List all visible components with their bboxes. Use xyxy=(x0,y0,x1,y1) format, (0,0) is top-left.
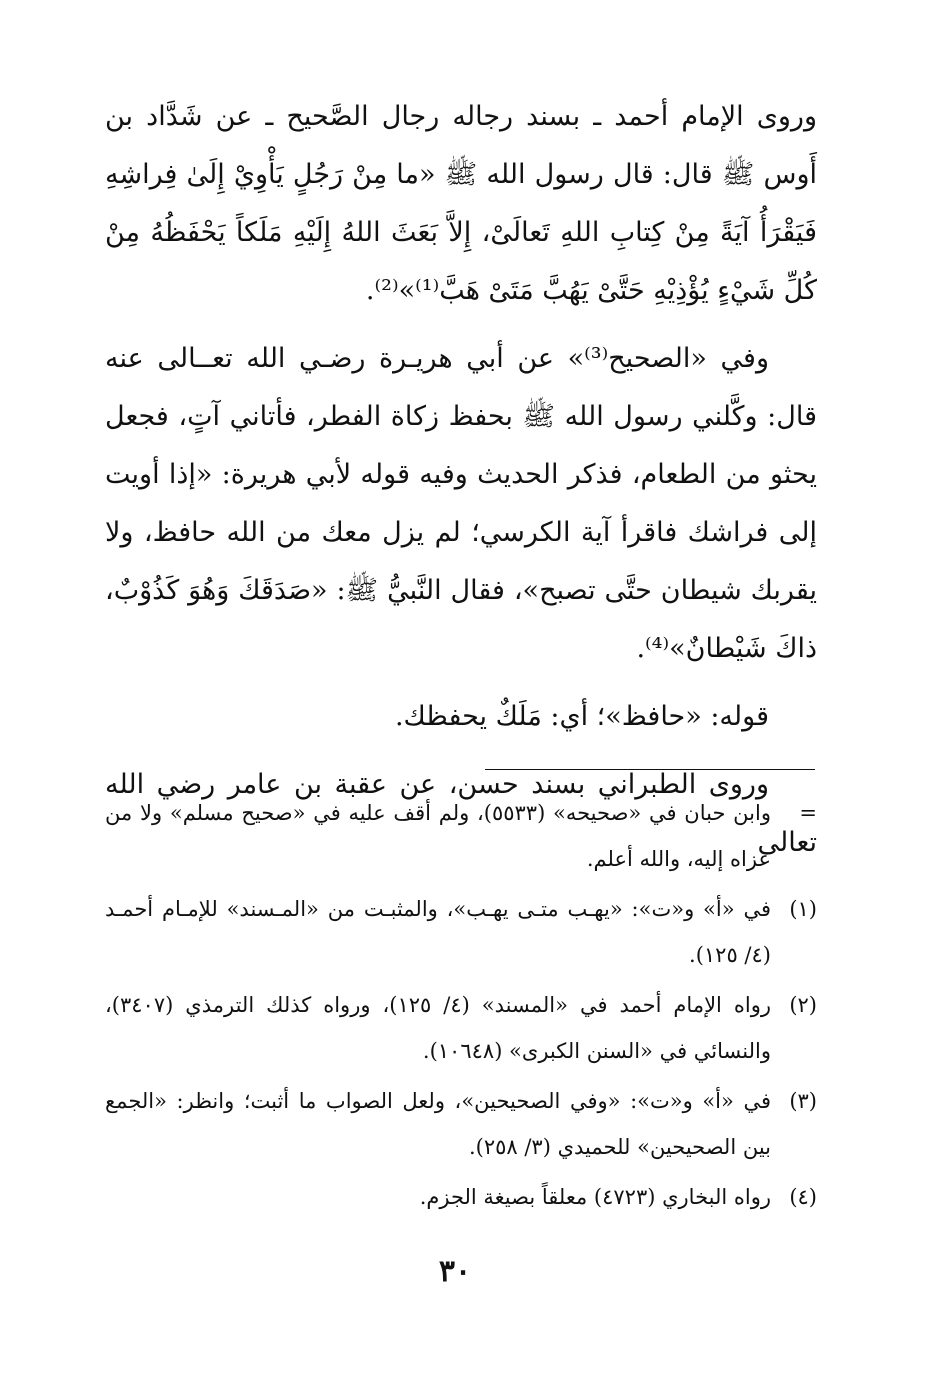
paragraph-tabarani: وروى الطبراني بسند حسن، عن عقبة بن عامر رضي الله تعالى xyxy=(105,769,817,858)
paragraph-hadith-shaddad: وروى الإمام أحمد ـ بسند رجاله رجال الصَّحيح ـ عن شَدَّاد بن أَوس ﷺ قال: قال رسول الله ﷺ «ما مِنْ رَجُلٍ يَأْوِيْ إِلَىٰ فِراشِهِ فَيَقْرَأُ آيَةً مِنْ كِتابِ اللهِ تَعالَىْ، إِلاَّ بَعَثَ اللهُ إِلَيْهِ مَلَكاً يَحْفَظُهُ مِنْ كُلِّ شَيْءٍ يُؤْذِيْهِ حَتَّىْ يَهُبَّ مَتَىْ هَبَّ⁽¹⁾»⁽²⁾. xyxy=(105,101,817,306)
footnotes xyxy=(105,790,817,1224)
paragraph-hadith-abu-hurayra: وفي «الصحيح⁽³⁾» عن أبي هريـرة رضـي الله تعــالى عنه قال: وكَّلني رسول الله ﷺ بحفظ زكاة الفطر، فأتاني آتٍ، فجعل يحثو من الطعام، فذكر الحديث وفيه قوله لأبي هريرة: «إذا أويت إلى فراشك فاقرأ آية الكرسي؛ لم يزل معك من الله حافظ، ولا يقربك شيطان حتَّى تصبح»، فقال النَّبيُّ ﷺ: «صَدَقَكَ وَهُوَ كَذُوْبٌ، ذاكَ شَيْطانٌ»⁽⁴⁾. xyxy=(105,343,817,664)
footnote-continued xyxy=(105,790,817,882)
footnote-marker: (٣) xyxy=(789,1089,817,1113)
footnote-marker: (٢) xyxy=(789,993,817,1017)
footnote-text: رواه البخاري (٤٧٢٣) معلقاً بصيغة الجزم. xyxy=(419,1185,771,1209)
footnote-2 xyxy=(105,982,817,1074)
paragraph-explanation: قوله: «حافظ»؛ أي: مَلَكٌ يحفظك. xyxy=(394,701,769,732)
footnote-text: وابن حبان في «صحيحه» (٥٥٣٣)، ولم أقف عليه في «صحيح مسلم» ولا من عزاه إليه، والله أعلم. xyxy=(105,801,771,871)
footnote-marker: (١) xyxy=(789,897,817,921)
footnote-divider xyxy=(485,769,815,770)
footnote-marker: = xyxy=(799,801,817,825)
footnote-marker: (٤) xyxy=(789,1185,817,1209)
footnote-text: في «أ» و«ت»: «وفي الصحيحين»، ولعل الصواب ما أثبت؛ وانظر: «الجمع بين الصحيحين» للحميدي (٣/ ٢٥٨). xyxy=(105,1089,771,1159)
footnote-3 xyxy=(105,1078,817,1170)
main-text xyxy=(105,88,817,882)
footnote-text: في «أ» و«ت»: «يهـب متـى يهـب»، والمثبـت من «المـسند» للإمـام أحمـد (٤/ ١٢٥). xyxy=(105,897,771,967)
footnote-4 xyxy=(105,1174,817,1220)
footnote-text: رواه الإمام أحمد في «المسند» (٤/ ١٢٥)، ورواه كذلك الترمذي (٣٤٠٧)، والنسائي في «السنن الكبرى» (١٠٦٤٨). xyxy=(105,993,771,1063)
page-number: ٣٠ xyxy=(438,1254,472,1289)
footnote-1 xyxy=(105,886,817,978)
